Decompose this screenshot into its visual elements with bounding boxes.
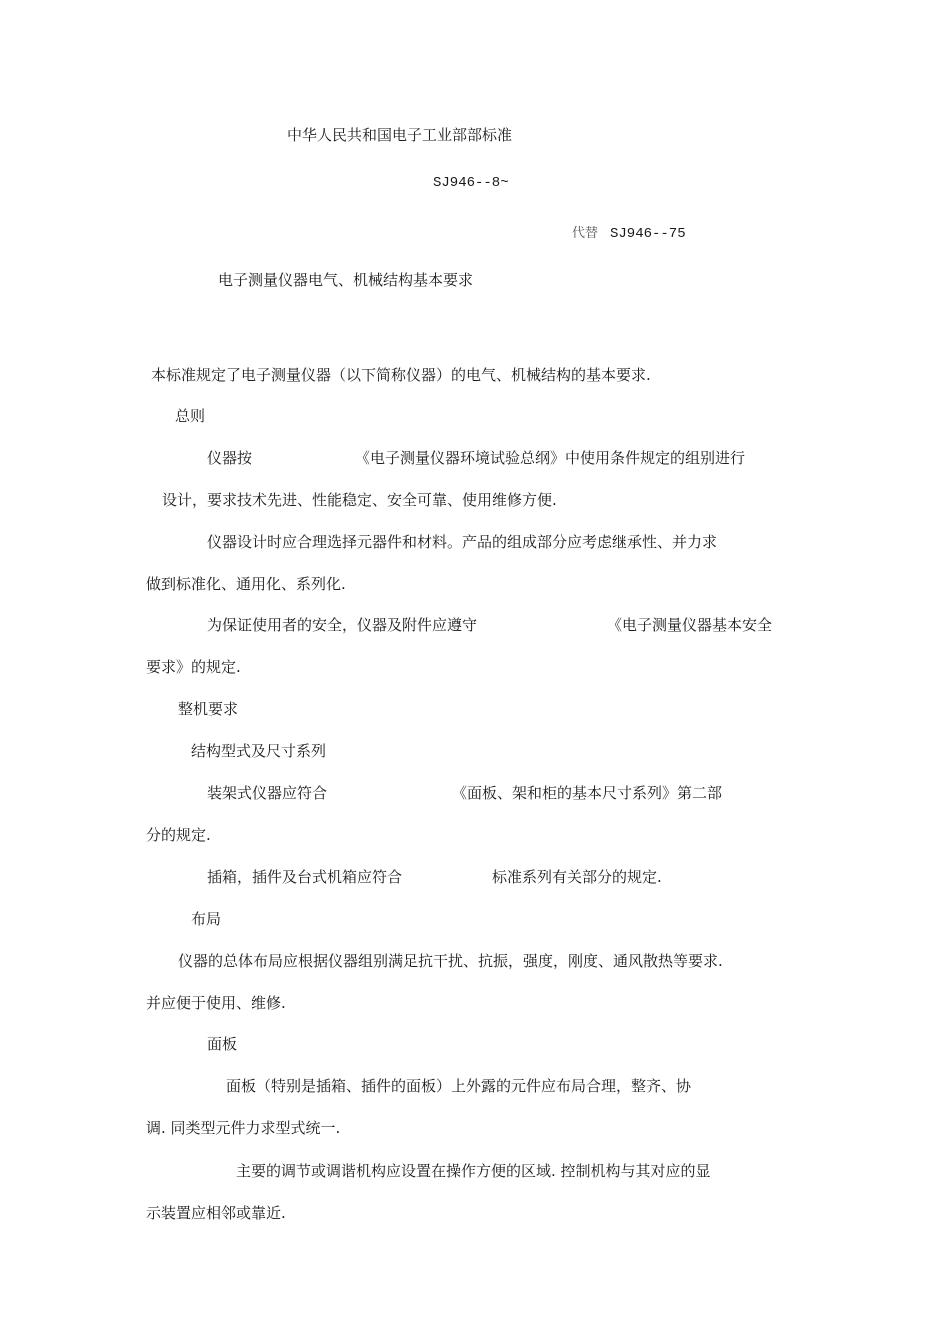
section-heading-whole-unit: 整机要求 bbox=[178, 700, 239, 718]
paragraph-line: 要求》的规定. bbox=[146, 658, 241, 676]
paragraph-line: 仪器设计时应合理选择元器件和材料。产品的组成部分应考虑继承性、并力求 bbox=[207, 533, 718, 551]
document-title: 电子测量仪器电气、机械结构基本要求 bbox=[218, 271, 474, 289]
paragraph-line: 插箱，插件及台式机箱应符合 bbox=[207, 868, 403, 886]
paragraph-line: 调. 同类型元件力求型式统一. bbox=[146, 1119, 341, 1137]
paragraph-line: 标准系列有关部分的规定. bbox=[492, 868, 662, 886]
paragraph-line: 装架式仪器应符合 bbox=[207, 784, 328, 802]
paragraph-line: 《面板、架和柜的基本尺寸系列》第二部 bbox=[452, 784, 723, 802]
paragraph-line: 仪器的总体布局应根据仪器组别满足抗干扰、抗振，强度，刚度、通风散热等要求. bbox=[178, 952, 723, 970]
replaced-standard-number: SJ946--75 bbox=[610, 226, 686, 242]
paragraph-line: 《电子测量仪器基本安全 bbox=[607, 616, 773, 634]
paragraph-line: 做到标准化、通用化、系列化. bbox=[146, 575, 346, 593]
intro-paragraph: 本标准规定了电子测量仪器（以下简称仪器）的电气、机械结构的基本要求. bbox=[151, 366, 651, 384]
paragraph-line: 《电子测量仪器环境试验总纲》中使用条件规定的组别进行 bbox=[355, 449, 746, 467]
subsection-heading-layout: 布局 bbox=[191, 910, 222, 928]
subsection-heading-panel: 面板 bbox=[207, 1035, 238, 1053]
paragraph-line: 并应便于使用、维修. bbox=[146, 994, 286, 1012]
standard-number: SJ946--8~ bbox=[433, 175, 509, 191]
paragraph-line: 设计，要求技术先进、性能稳定、安全可靠、使用维修方便. bbox=[162, 491, 557, 509]
paragraph-line: 面板（特别是插箱、插件的面板）上外露的元件应布局合理，整齐、协 bbox=[226, 1077, 692, 1095]
paragraph-line: 为保证使用者的安全，仪器及附件应遵守 bbox=[207, 616, 478, 634]
replaces-label: 代替 bbox=[572, 226, 599, 241]
subsection-heading-structure: 结构型式及尺寸系列 bbox=[191, 742, 327, 760]
paragraph-line: 仪器按 bbox=[207, 449, 253, 467]
paragraph-line: 分的规定. bbox=[146, 826, 211, 844]
ministry-standard-line: 中华人民共和国电子工业部部标准 bbox=[287, 126, 513, 144]
paragraph-line: 主要的调节或调谐机构应设置在操作方便的区域. 控制机构与其对应的显 bbox=[236, 1162, 711, 1180]
paragraph-line: 示装置应相邻或靠近. bbox=[146, 1204, 286, 1222]
section-heading-general: 总则 bbox=[175, 407, 206, 425]
